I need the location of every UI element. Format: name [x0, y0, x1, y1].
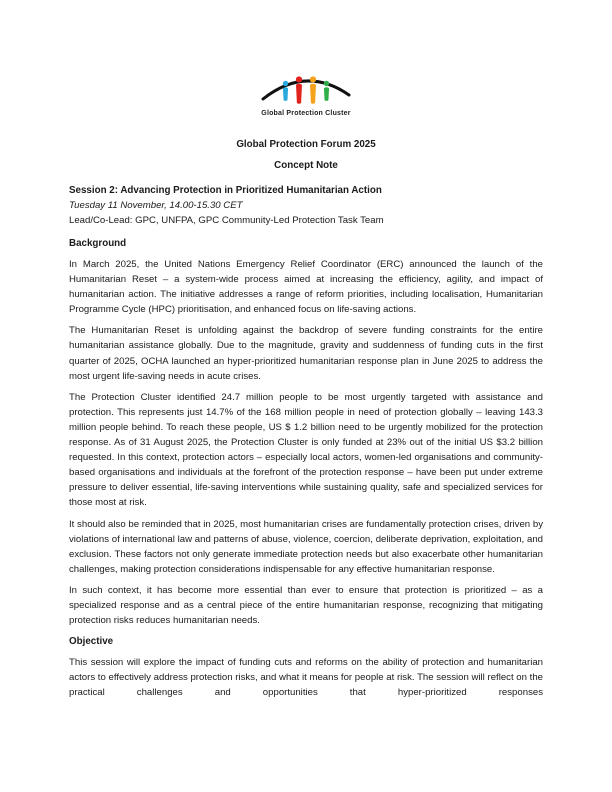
session-info — [69, 183, 543, 228]
document-subtitle: Concept Note — [274, 160, 338, 171]
person-icon-orange — [310, 76, 316, 103]
paragraph: The Protection Cluster identified 24.7 million people to be most urgently targeted with assistance and protection. This represents just 14.7% of the 168 million people in need of protection globally – leaving 143.3 million people behind. To reach these people, US $ 1.2 billion need to be urgently mobilized for the protection response. As of 31 August 2025, the Protection Cluster is only funded at 23% out of the initial US $3.2 billion requested. In this context, protection actors – especially local actors, women-led organisations and community-based organisations and individuals at the forefront of the protection response – have been put under extreme pressure to deliver essential, life-saving interventions while sustaining quality, safe and specialized services for those most at risk. — [69, 391, 543, 509]
session-datetime: Tuesday 11 November, 14.00-15.30 CET — [69, 200, 243, 211]
paragraph: The Humanitarian Reset is unfolding against the backdrop of severe funding constraints for the entire humanitarian assistance globally. Due to the magnitude, gravity and suddenness of funding cuts in the first quarter of 2025, OCHA launched an hyper-prioritized humanitarian response plan in June 2025 to address the most urgent life-saving needs in acute crises. — [69, 325, 543, 382]
gpc-logo-graphic — [260, 70, 352, 108]
person-icon-green — [324, 81, 329, 101]
person-icon-red — [296, 76, 302, 103]
section-heading-background: Background — [69, 238, 127, 249]
paragraph: It should also be reminded that in 2025, most humanitarian crises are fundamentally protection crises, driven by violations of international law and patterns of abuse, violence, coercion, deliberate deprivation, exploitation, and exclusion. These factors not only generate immediate protection needs but also exacerbate other humanitarian challenges, making protection considerations indispensable for any effective humanitarian response. — [69, 518, 543, 575]
paragraph: In March 2025, the United Nations Emergency Relief Coordinator (ERC) announced the launch of the Humanitarian Reset – a system-wide process aimed at increasing the efficiency, agility, and impact of humanitarian action. The initiative addresses a range of reform priorities, including localisation, Humanitarian Programme Cycle (HPC) prioritisation, and enhanced focus on life-saving actions. — [69, 259, 543, 316]
logo-arc — [263, 81, 349, 99]
person-icon-blue — [283, 81, 288, 101]
section-objective — [69, 634, 543, 700]
section-heading-objective: Objective — [69, 636, 114, 648]
session-heading: Session 2: Advancing Protection in Prioritized Humanitarian Action — [69, 185, 382, 196]
session-lead: Lead/Co-Lead: GPC, UNFPA, GPC Community-Led Protection Task Team — [69, 215, 384, 226]
document-title: Global Protection Forum 2025 — [236, 139, 376, 150]
gpc-logo — [69, 70, 543, 117]
logo-caption: Global Protection Cluster — [261, 110, 351, 117]
section-background — [69, 236, 543, 628]
paragraph: In such context, it has become more essential than ever to ensure that protection is prioritized – as a specialized response and as a central piece of the entire humanitarian response, recognizing that mitigating protection risks reduces humanitarian needs. — [69, 584, 543, 627]
paragraph: This session will explore the impact of funding cuts and reforms on the ability of protection and humanitarian actors to effectively address protection risks, and what it means for people at risk. The session will reflect on the practical challenges and opportunities that hyper-prioritized responses — [69, 657, 543, 699]
